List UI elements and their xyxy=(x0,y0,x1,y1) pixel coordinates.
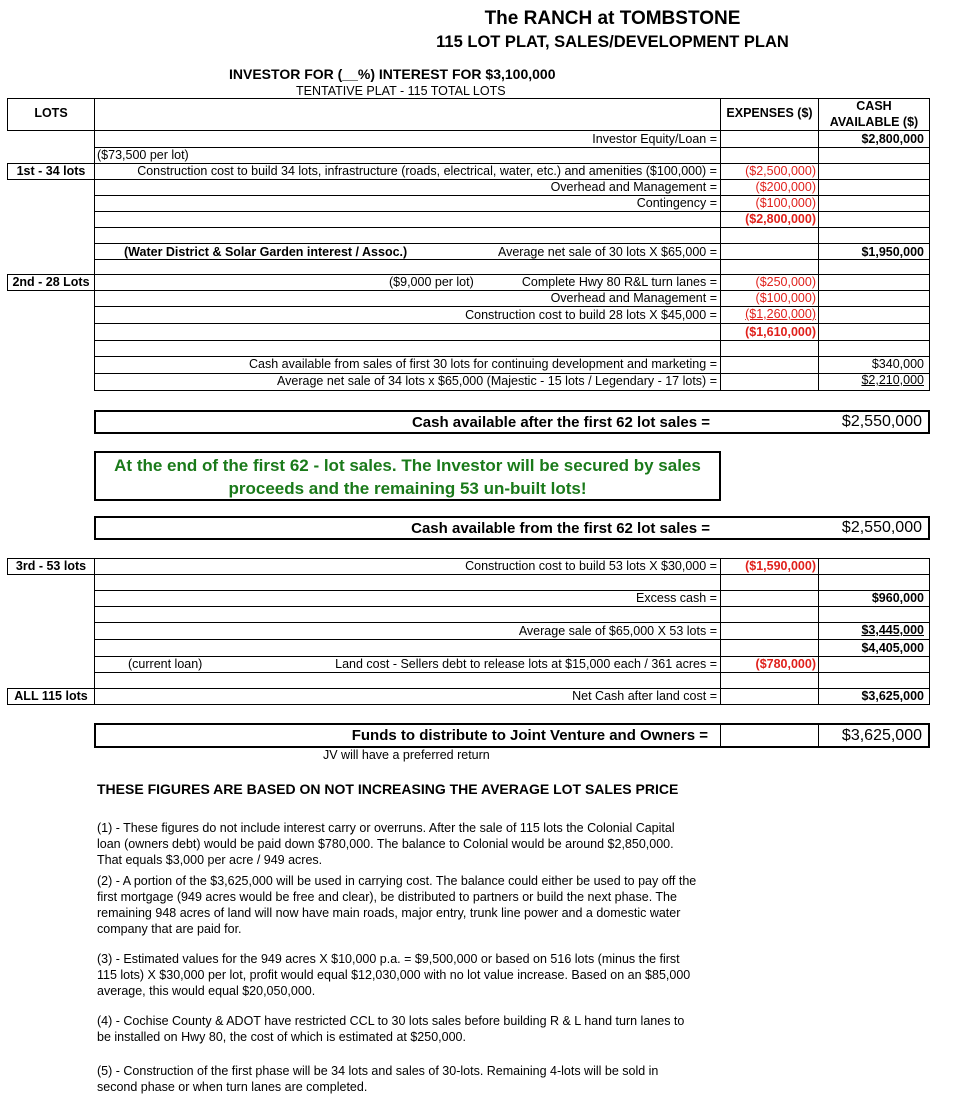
green-note-line-2: proceeds and the remaining 53 un-built lots! xyxy=(228,479,587,498)
after-62-box xyxy=(94,410,930,434)
avg-sale-label-3: Average sale of $65,000 X 53 lots = xyxy=(518,624,717,638)
jv-note: JV will have a preferred return xyxy=(323,748,490,762)
hwy-exp: ($250,000) xyxy=(755,275,816,289)
from-62-value: $2,550,000 xyxy=(841,519,922,536)
funds-value: $3,625,000 xyxy=(841,727,922,744)
land-cost-exp: ($780,000) xyxy=(755,657,816,671)
overhead-exp-2: ($100,000) xyxy=(755,291,816,305)
lots-label-1: 1st - 34 lots xyxy=(16,164,86,178)
avg-sale-cash-3: $3,445,000 xyxy=(861,623,924,637)
equity-cash: $2,800,000 xyxy=(861,132,924,146)
net-cash-label: Net Cash after land cost = xyxy=(572,689,717,703)
lots-label-3: 3rd - 53 lots xyxy=(15,559,87,573)
overhead-label-2: Overhead and Management = xyxy=(550,291,717,305)
excess-cash-value: $960,000 xyxy=(871,591,924,605)
tentative-plat: TENTATIVE PLAT - 115 TOTAL LOTS xyxy=(296,84,506,98)
cash-avail-cash: $340,000 xyxy=(871,357,924,371)
investor-secured-note xyxy=(94,451,721,501)
after-62-label: Cash available after the first 62 lot sales = xyxy=(411,414,710,431)
funds-label: Funds to distribute to Joint Venture and Owners = xyxy=(351,727,708,744)
note-3: (3) - Estimated values for the 949 acres X $10,000 p.a. = $9,500,000 or based on 516 lots (minus the first 115 lots) X $30,000 per lot, profit would equal $12,030,000 with no lot value increase. Based on an $85,000 average, this would equal $20,050,000. xyxy=(97,952,691,998)
per-lot-cost-1: ($73,500 per lot) xyxy=(97,148,189,162)
from-62-label: Cash available from the first 62 lot sales = xyxy=(411,520,710,537)
total-exp-2: ($1,610,000) xyxy=(745,325,816,339)
green-note-line-1: At the end of the first 62 - lot sales. The Investor will be secured by sales xyxy=(114,456,701,475)
funds-box xyxy=(94,723,930,748)
construction-exp-2: ($1,260,000) xyxy=(745,307,816,321)
figures-heading: THESE FIGURES ARE BASED ON NOT INCREASING THE AVERAGE LOT SALES PRICE xyxy=(97,781,679,797)
hwy-label: Complete Hwy 80 R&L turn lanes = xyxy=(521,275,717,289)
investor-line: INVESTOR FOR (__%) INTEREST FOR $3,100,000 xyxy=(229,66,556,82)
per-lot-cost-2: ($9,000 per lot) xyxy=(389,275,474,289)
header-lots: LOTS xyxy=(34,106,68,120)
current-loan-label: (current loan) xyxy=(128,657,203,671)
avg-sale-cash-2: $2,210,000 xyxy=(861,373,924,387)
cash-avail-label: Cash available from sales of first 30 lots for continuing development and marketing = xyxy=(249,357,717,371)
excess-cash-label: Excess cash = xyxy=(636,591,717,605)
all-lots-label: ALL 115 lots xyxy=(14,689,88,703)
construction-label-1: Construction cost to build 34 lots, infrastructure (roads, electrical, water, etc.) and amenities ($100,000) = xyxy=(137,164,717,178)
contingency-exp: ($100,000) xyxy=(755,196,816,210)
header-cash-1: CASH xyxy=(856,99,892,113)
from-62-box xyxy=(94,516,930,540)
overhead-label-1: Overhead and Management = xyxy=(550,180,717,194)
contingency-label: Contingency = xyxy=(636,196,717,210)
construction-label-3: Construction cost to build 53 lots X $30,000 = xyxy=(465,559,717,573)
equity-label: Investor Equity/Loan = xyxy=(592,132,717,146)
avg-sale-label-1: Average net sale of 30 lots X $65,000 = xyxy=(497,245,717,259)
note-2: (2) - A portion of the $3,625,000 will be used in carrying cost. The balance could either be used to pay off the first mortgage (949 acres would be free and clear), be distributed to partners or build the next phase. The remaining 948 acres of land will now have main roads, major entry, trunk line power and a domestic water company that are paid for. xyxy=(97,874,697,936)
construction-exp-3: ($1,590,000) xyxy=(745,559,816,573)
avg-sale-cash-1: $1,950,000 xyxy=(861,245,924,259)
lots-label-2: 2nd - 28 Lots xyxy=(12,275,90,289)
avg-sale-label-2: Average net sale of 34 lots x $65,000 (Majestic - 15 lots / Legendary - 17 lots) = xyxy=(277,374,717,388)
note-5: (5) - Construction of the first phase will be 34 lots and sales of 30-lots. Remaining 4-lots will be sold in second phase or when turn lanes are completed. xyxy=(97,1064,659,1094)
header-cash-2: AVAILABLE ($) xyxy=(829,115,919,129)
page-subtitle: 115 LOT PLAT, SALES/DEVELOPMENT PLAN xyxy=(436,33,789,51)
construction-exp-1: ($2,500,000) xyxy=(745,164,816,178)
note-4: (4) - Cochise County & ADOT have restricted CCL to 30 lots sales before building R & L hand turn lanes to be installed on Hwy 80, the cost of which is estimated at $250,000. xyxy=(97,1014,685,1044)
subtotal-cash: $4,405,000 xyxy=(861,641,924,655)
overhead-exp-1: ($200,000) xyxy=(755,180,816,194)
water-district-label: (Water District & Solar Garden interest / Assoc.) xyxy=(124,245,408,259)
construction-label-2: Construction cost to build 28 lots X $45,000 = xyxy=(465,308,717,322)
total-exp-1: ($2,800,000) xyxy=(745,212,816,226)
land-cost-label: Land cost - Sellers debt to release lots at $15,000 each / 361 acres = xyxy=(335,657,717,671)
net-cash-value: $3,625,000 xyxy=(861,689,924,703)
header-expenses: EXPENSES ($) xyxy=(726,106,813,120)
note-1: (1) - These figures do not include interest carry or overruns. After the sale of 115 lots the Colonial Capital loan (owners debt) would be paid down $780,000. The balance to Colonial would be around $2,850,000. That equals $3,000 per acre / 949 acres. xyxy=(97,821,675,867)
page-title: The RANCH at TOMBSTONE xyxy=(484,8,741,29)
after-62-value: $2,550,000 xyxy=(841,413,922,430)
